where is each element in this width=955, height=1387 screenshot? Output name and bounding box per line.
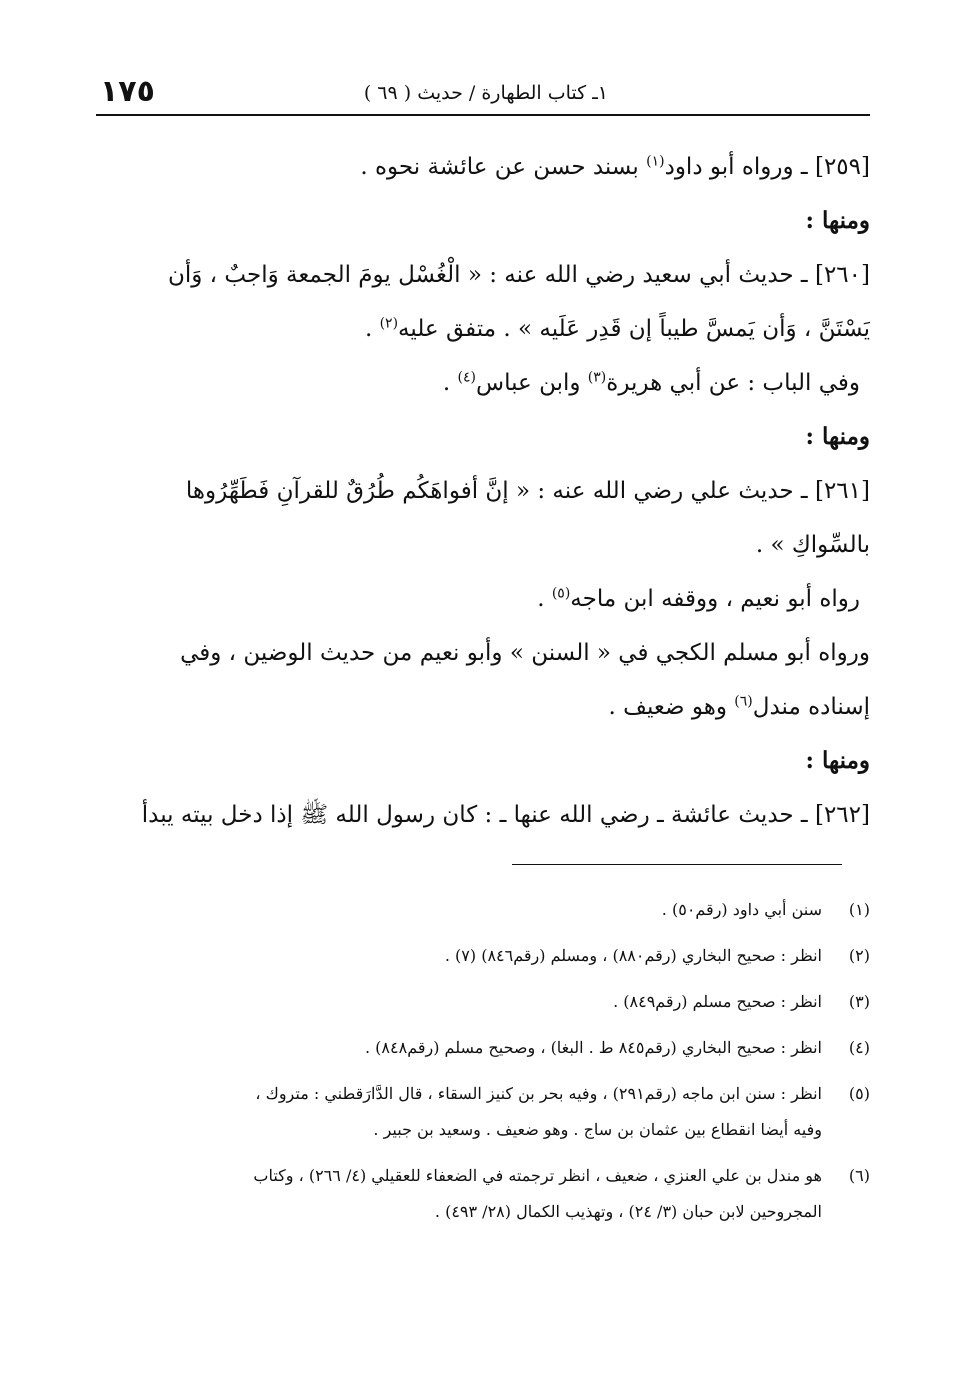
footnote-text: هو مندل بن علي العنزي ، ضعيف ، انظر ترجمته في الضعفاء للعقيلي (٤/ ٢٦٦) ، وكتاب [253, 1166, 822, 1185]
footnote-text: وفيه أيضا انقطاع بين عثمان بن ساج . وهو ضعيف . وسعيد بن جبير . [373, 1120, 822, 1139]
text-line: ورواه أبو مسلم الكجي في « السنن » وأبو نعيم من حديث الوضين ، وفي [180, 640, 870, 666]
main-text [96, 140, 870, 842]
footnote [96, 1076, 870, 1148]
footnote-ref: (٥) [551, 585, 571, 602]
section-heading: ومنها : [805, 747, 870, 774]
footnote-number: (١) [848, 900, 870, 919]
section-heading: ومنها : [805, 207, 870, 234]
footnote-ref: (٣) [587, 369, 607, 386]
page-number: ١٧٥ [100, 74, 155, 109]
footnote-text: المجروحين لابن حبان (٣/ ٢٤) ، وتهذيب الكمال (٢٨/ ٤٩٣) . [434, 1202, 822, 1221]
text-line: بالسِّواكِ » . [755, 532, 870, 558]
footnote [96, 1158, 870, 1230]
text-line: رواه أبو نعيم ، ووقفه ابن ماجه$^{(٥)}$ . [537, 585, 860, 612]
footnote-number: (٤) [848, 1038, 870, 1057]
footnote-text: سنن أبي داود (رقم٥٠) . [661, 900, 822, 919]
footnote-number: (٥) [848, 1084, 870, 1103]
footnote-ref: (٦) [734, 693, 753, 710]
text-line: يَسْتَنَّ ، وَأن يَمسَّ طيباً إن قَدِر عَلَيه » . متفق عليه$^{(٢)}$ . [364, 315, 870, 342]
section-heading: ومنها : [805, 423, 870, 450]
footnote-text: انظر : صحيح مسلم (رقم٨٤٩) . [613, 992, 822, 1011]
running-title: ١ـ كتاب الطهارة / حديث ( ٦٩ ) [363, 82, 608, 104]
footnote-number: (٦) [848, 1166, 870, 1185]
footnotes [96, 892, 870, 1240]
text-line: [٢٦٠] ـ حديث أبي سعيد رضي الله عنه : « الْغُسْل يومَ الجمعة وَاجبٌ ، وَأن [167, 262, 870, 288]
footnote-ref: (٢) [379, 315, 399, 332]
footnote-number: (٢) [848, 946, 870, 965]
footnote [96, 938, 870, 974]
text-line: وفي الباب : عن أبي هريرة$^{(٣)}$ وابن عباس$^{(٤)}$ . [442, 369, 860, 396]
footnote-separator [512, 864, 842, 865]
footnote [96, 892, 870, 928]
footnote-text: انظر : صحيح البخاري (رقم٨٨٠) ، ومسلم (رقم٨٤٦) (٧) . [444, 946, 822, 965]
footnote [96, 1030, 870, 1066]
page-header [96, 74, 870, 116]
text-line: [٢٦٢] ـ حديث عائشة ـ رضي الله عنها ـ : كان رسول الله ﷺ إذا دخل بيته يبدأ [141, 802, 870, 828]
footnote-number: (٣) [848, 992, 870, 1011]
text-line: [٢٥٩] ـ ورواه أبو داود$^{(١)}$ بسند حسن عن عائشة نحوه . [360, 153, 870, 180]
text-line: [٢٦١] ـ حديث علي رضي الله عنه : « إنَّ أفواهَكُم طُرُقٌ للقرآنِ فَطَهِّرُوها [185, 478, 870, 504]
text-line: إسناده مندل$^{(٦)}$ وهو ضعيف . [608, 693, 870, 720]
footnote-text: انظر : سنن ابن ماجه (رقم٢٩١) ، وفيه بحر بن كنيز السقاء ، قال الدَّارَقطني : متروك ، [255, 1084, 822, 1103]
footnote [96, 984, 870, 1020]
footnote-ref: (٤) [457, 369, 477, 386]
footnote-ref: (١) [646, 153, 665, 170]
footnote-text: انظر : صحيح البخاري (رقم٨٤٥ ط . البغا) ، وصحيح مسلم (رقم٨٤٨) . [365, 1038, 822, 1057]
